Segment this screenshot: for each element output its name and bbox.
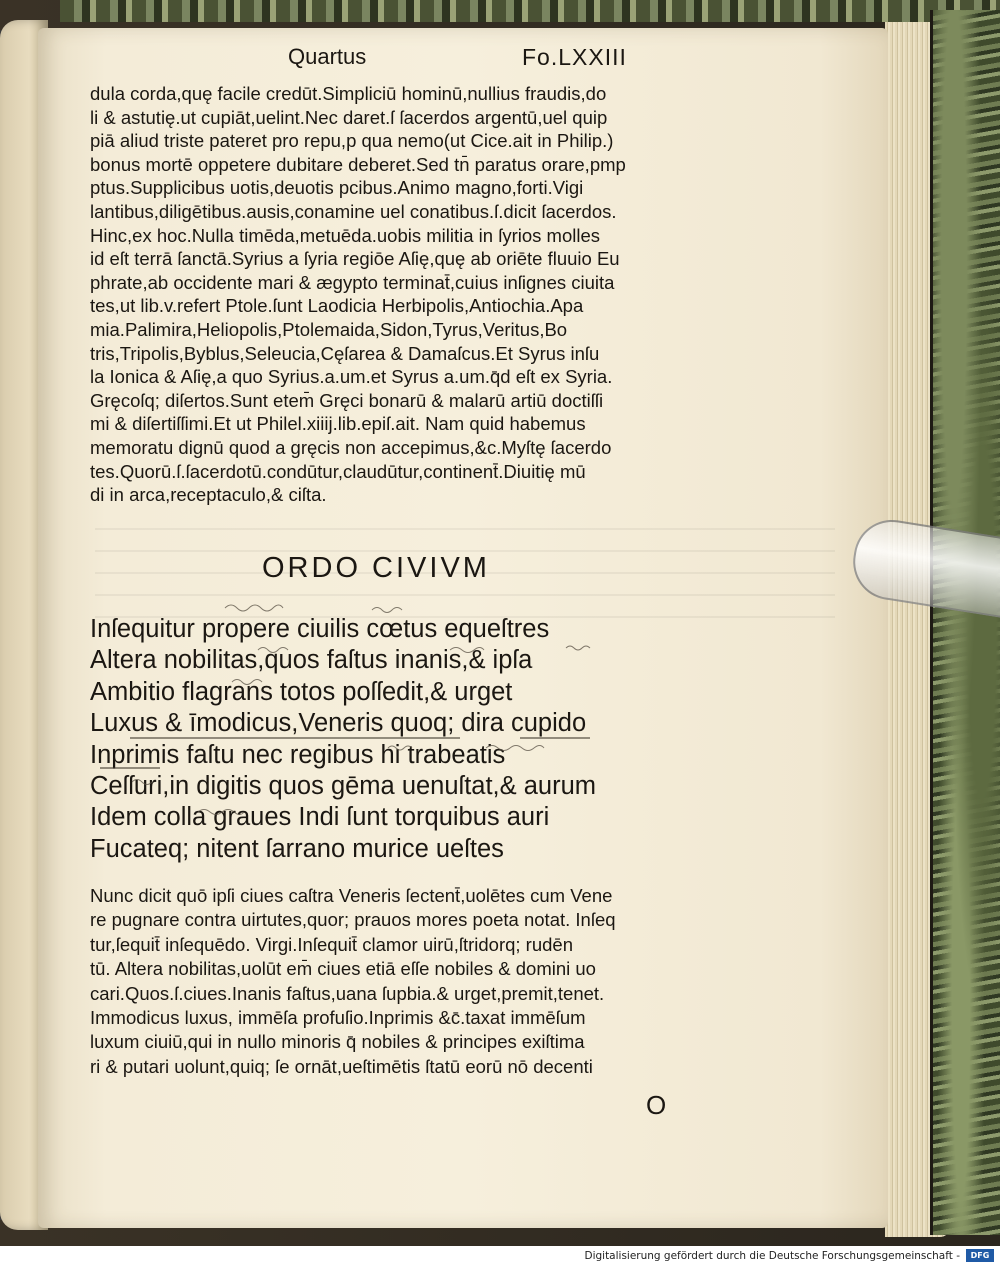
commentary-line: phrate,ab occidente mari & ægypto terminat̄,cuius inſignes ciuita [90, 271, 615, 293]
verse-line: Ambitio flagrans totos poſſedit,& urget [90, 677, 513, 706]
commentary-line: tur,ſequit̄ inſequēdo. Virgi.Inſequit̄ clamor uirū,ſtridorq; rudēn [90, 933, 573, 955]
verse-line: Fucateq; nitent ſarrano murice ueſtes [90, 834, 504, 863]
folio-number: Fo.LXXIII [522, 44, 627, 70]
commentary-line: mia.Palimira,Heliopolis,Ptolemaida,Sidon,Tyrus,Veritus,Bo [90, 318, 568, 340]
commentary-line: memoratu dignū quod a gręcis non accepimus,&c.Myſtę ſacerdo [90, 436, 612, 458]
signature-mark: O [646, 1090, 667, 1120]
commentary-line: re pugnare contra uirtutes,quor; prauos mores poeta notat. Inſeq [90, 909, 616, 931]
verse-line: Altera nobilitas,quos faſtus inanis,& ipſa [90, 646, 533, 675]
verse-line: Inſequitur propere ciuilis cœtus equeſtres [90, 615, 550, 643]
commentary-line: cari.Quos.ſ.ciues.Inanis faſtus,uana ſupbia.& urget,premit,tenet. [90, 982, 605, 1004]
commentary-line: piā aliud triste pateret pro repu,p qua nemo(ut Cice.ait in Philip.) [90, 130, 614, 152]
commentary-line: la Ionica & Aſię,a quo Syrius.a.um.et Syrus a.um.q̄d eſt ex Syria. [90, 366, 613, 388]
verse-line: Ceſſuri,in digitis quos gēma uenuſtat,& aurum [90, 772, 597, 801]
commentary-line: mi & diſertiſſimi.Et ut Philel.xiiij.lib.epiſ.ait. Nam quid habemus [90, 413, 586, 435]
commentary-line: tes,ut lib.v.refert Ptole.ſunt Laodicia Herbipolis,Antiochia.Apa [90, 295, 584, 317]
commentary-line: tes.Quorū.ſ.ſacerdotū.condūtur,claudūtur,continent̄.Diuitię mū [90, 460, 586, 482]
verse-line: Luxus & īmodicus,Veneris quoq; dira cupido [90, 709, 587, 738]
commentary-line: Hinc,ex hoc.Nulla timēda,metuēda.uobis militia in ſyrios molles [90, 224, 600, 246]
commentary-line: ptus.Supplicibus uotis,deuotis pcibus.Animo magno,forti.Vigi [90, 177, 584, 199]
verse-line: Inprimis faſtu nec regibus hi trabeatis [90, 740, 506, 769]
commentary-line: lantibus,diligētibus.ausis,conamine uel conatibus.ſ.dicit ſacerdos. [90, 200, 617, 222]
commentary-line: id eſt terrā ſanctā.Syrius a ſyria regiōe Aſię,quę ab oriēte fluuio Eu [90, 248, 620, 270]
running-head: Quartus [288, 44, 367, 69]
commentary-line: dula corda,quę facile credūt.Simpliciū hominū,nullius fraudis,do [90, 83, 607, 104]
verse-line: Idem colla graues Indi ſunt torquibus auri [90, 803, 550, 832]
commentary-line: tris,Tripolis,Byblus,Seleucia,Cęſarea & Damaſcus.Et Syrus inſu [90, 342, 600, 364]
commentary-line: ri & putari uolunt,quiq; ſe ornāt,ueſtimētis ſtatū eorū nō decenti [90, 1055, 593, 1077]
commentary-line: bonus mortē oppetere dubitare deberet.Sed tn̄ paratus orare,pmp [90, 153, 626, 175]
digitization-footer [0, 1246, 1000, 1266]
commentary-line: Gręcoſq; diſertos.Sunt etem̄ Gręci bonarū & malarū artiū doctiſſi [90, 389, 604, 411]
commentary-line: li & astutię.ut cupiāt,uelint.Nec daret.ſ ſacerdos argentū,uel quip [90, 106, 608, 128]
commentary-line: luxum ciuiū,qui in nullo minoris q̄ nobiles & principes exiſtima [90, 1031, 585, 1053]
funding-credit: Digitalisierung gefördert durch die Deutsche Forschungsgemeinschaft - [584, 1250, 960, 1262]
section-heading: ORDO CIVIVM [262, 552, 490, 584]
commentary-line: di in arca,receptaculo,& ciſta. [90, 484, 327, 506]
commentary-bottom [90, 884, 616, 1079]
commentary-line: Nunc dicit quō ipſi ciues caſtra Veneris ſectent̄,uolētes cum Vene [90, 885, 613, 906]
commentary-line: Immodicus luxus, immēſa profuſio.Inprimis &c̄.taxat immēſum [90, 1007, 586, 1029]
commentary-line: tū. Altera nobilitas,uolūt em̄ ciues etiā eſſe nobiles & domini uo [90, 958, 596, 980]
dfg-logo: DFG [966, 1249, 994, 1262]
